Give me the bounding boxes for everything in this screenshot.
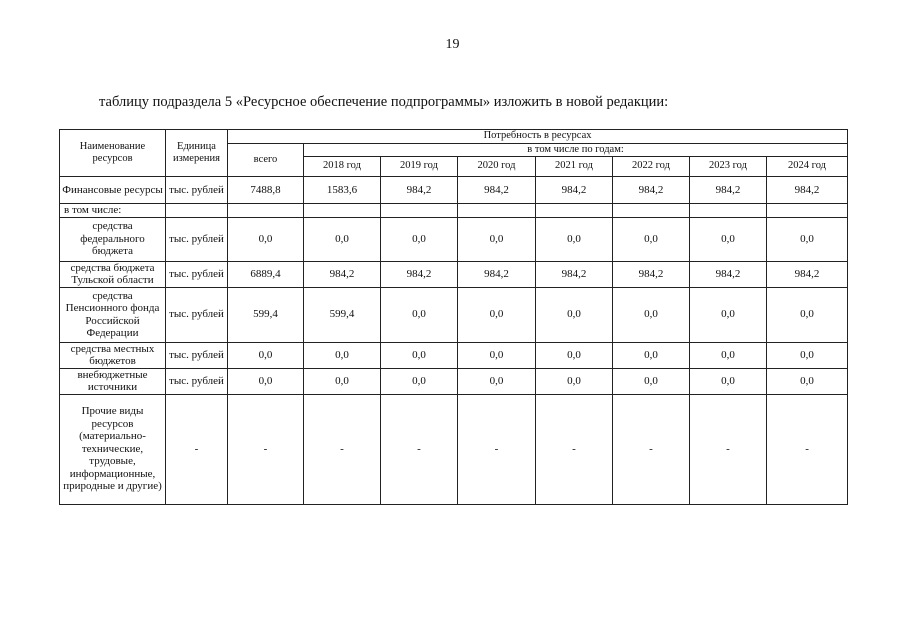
year-value: - [458,394,536,504]
header-year: 2022 год [613,157,690,177]
year-value: 0,0 [767,217,848,261]
year-value: 984,2 [613,261,690,287]
year-value: 0,0 [381,287,458,342]
year-value: 0,0 [381,342,458,368]
year-value: 599,4 [304,287,381,342]
year-value: - [304,394,381,504]
year-value: 984,2 [536,261,613,287]
year-value: 984,2 [304,261,381,287]
resource-unit: - [166,394,228,504]
year-value: 0,0 [613,217,690,261]
resource-unit: тыс. рублей [166,217,228,261]
year-value: 0,0 [381,217,458,261]
total-value: 0,0 [228,217,304,261]
year-value: 984,2 [458,177,536,204]
table-row [60,261,848,287]
total-value: 0,0 [228,342,304,368]
table-row [60,368,848,394]
year-value: 984,2 [381,177,458,204]
resource-name: средства Пенсионного фонда Российской Федерации [60,287,166,342]
header-year: 2018 год [304,157,381,177]
header-total: всего [228,143,304,177]
resource-unit: тыс. рублей [166,342,228,368]
year-value: 984,2 [536,177,613,204]
year-value [381,204,458,218]
year-value [304,204,381,218]
year-value: 984,2 [690,177,767,204]
year-value: 0,0 [690,342,767,368]
year-value: 984,2 [381,261,458,287]
table-row [60,204,848,218]
resource-name: Финансовые ресурсы [60,177,166,204]
year-value [613,204,690,218]
year-value: 984,2 [613,177,690,204]
year-value: 0,0 [458,287,536,342]
year-value: 0,0 [458,342,536,368]
year-value: - [536,394,613,504]
table-row [60,287,848,342]
year-value: 0,0 [381,368,458,394]
total-value: 0,0 [228,368,304,394]
table-row [60,217,848,261]
year-value [767,204,848,218]
table-row [60,394,848,504]
resource-unit: тыс. рублей [166,177,228,204]
resource-unit: тыс. рублей [166,287,228,342]
resource-name: средства бюджета Тульской области [60,261,166,287]
total-value: - [228,394,304,504]
year-value: 0,0 [536,287,613,342]
header-name: Наименование ресурсов [60,130,166,177]
total-value: 7488,8 [228,177,304,204]
resource-unit: тыс. рублей [166,261,228,287]
year-value: 0,0 [458,217,536,261]
year-value: 0,0 [767,342,848,368]
header-year: 2020 год [458,157,536,177]
year-value: 984,2 [767,177,848,204]
year-value: 0,0 [304,217,381,261]
year-value: 0,0 [613,368,690,394]
header-by-years: в том числе по годам: [304,143,848,157]
header-year: 2021 год [536,157,613,177]
year-value: 0,0 [536,217,613,261]
table-row [60,177,848,204]
header-need: Потребность в ресурсах [228,130,848,144]
header-year: 2024 год [767,157,848,177]
header-year: 2019 год [381,157,458,177]
year-value: 0,0 [767,368,848,394]
year-value: 1583,6 [304,177,381,204]
year-value: 0,0 [536,368,613,394]
intro-text: таблицу подраздела 5 «Ресурсное обеспечение подпрограммы» изложить в новой редакции: [99,94,669,110]
year-value: - [613,394,690,504]
resource-unit: тыс. рублей [166,368,228,394]
year-value: 0,0 [613,342,690,368]
year-value [458,204,536,218]
year-value: 0,0 [690,217,767,261]
page-number: 19 [445,37,460,52]
total-value: 599,4 [228,287,304,342]
resource-name: внебюджетные источники [60,368,166,394]
year-value: 0,0 [304,368,381,394]
year-value: - [381,394,458,504]
year-value: 984,2 [767,261,848,287]
year-value: 0,0 [304,342,381,368]
year-value: 984,2 [458,261,536,287]
header-year: 2023 год [690,157,767,177]
year-value: 0,0 [690,368,767,394]
total-value: 6889,4 [228,261,304,287]
resource-name: средства местных бюджетов [60,342,166,368]
year-value [536,204,613,218]
year-value: 0,0 [613,287,690,342]
year-value [690,204,767,218]
resources-table [59,129,848,505]
resource-name: Прочие виды ресурсов (материально-технические, трудовые, информационные, природные и другие) [60,394,166,504]
year-value: 0,0 [767,287,848,342]
resource-name: в том числе: [60,204,166,218]
table-row [60,342,848,368]
year-value: 0,0 [536,342,613,368]
year-value: 0,0 [458,368,536,394]
resource-unit [166,204,228,218]
year-value: 984,2 [690,261,767,287]
total-value [228,204,304,218]
year-value: 0,0 [690,287,767,342]
year-value: - [690,394,767,504]
resource-name: средства федерального бюджета [60,217,166,261]
year-value: - [767,394,848,504]
header-unit: Единица измерения [166,130,228,177]
